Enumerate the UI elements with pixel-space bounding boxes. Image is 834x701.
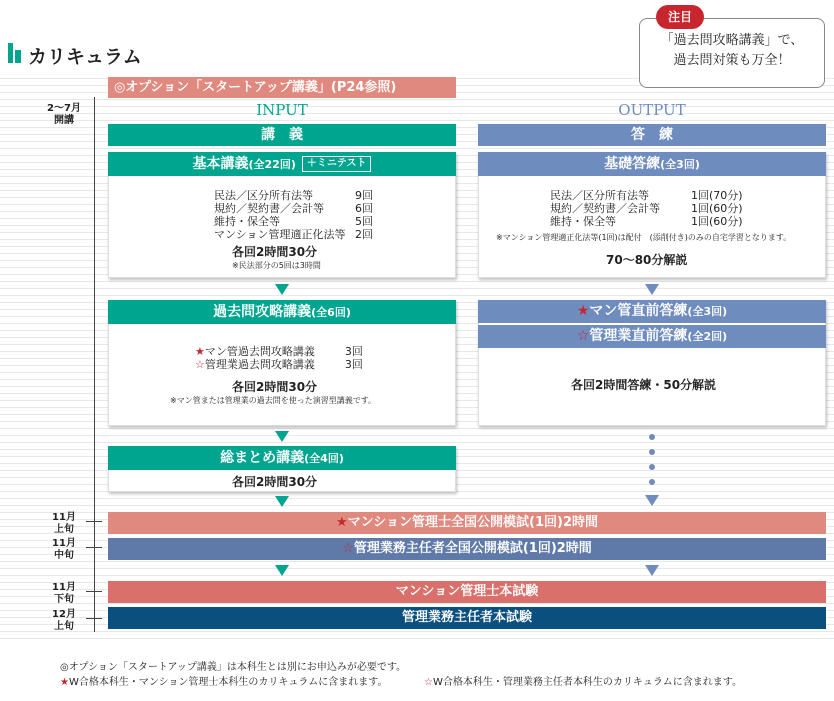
list-item: 民法／区分所有法等 1回(70分) — [550, 189, 743, 202]
down-arrow-icon — [275, 431, 289, 442]
list-item: ★ マン管過去問攻略講義 3回 — [195, 345, 363, 358]
star-icon: ★ — [60, 677, 69, 688]
basic-lecture-rows — [214, 189, 373, 241]
footer-note-3: ☆W合格本科生・管理業務主任者本科生のカリキュラムに含まれます。 — [424, 677, 742, 688]
dot-icon — [649, 479, 655, 485]
list-item: 維持・保全等 1回(60分) — [550, 215, 743, 228]
option-banner: ◎オプション「スタートアップ講義」(P24参照) — [108, 77, 456, 98]
basic-drill-bar — [478, 152, 826, 176]
basic-drill-explain: 70～80分解説 — [606, 253, 688, 267]
dot-icon — [649, 434, 655, 440]
down-arrow-icon — [645, 495, 659, 506]
kanri-drill-title: 管理業直前答練 — [589, 328, 688, 344]
basic-drill-rows — [550, 189, 743, 228]
down-arrow-icon — [275, 496, 289, 507]
basic-lecture-duration: 各回2時間30分 — [232, 245, 318, 259]
mock-mankan-bar — [108, 512, 826, 534]
timeline-nov-late: 11月 下旬 — [52, 582, 76, 605]
mock-mankan-title: マンション管理士全国公開模試(1回)2時間 — [347, 515, 599, 530]
past-exam-bar — [108, 300, 456, 324]
kanri-drill-count: (全2回) — [687, 330, 728, 343]
past-exam-duration: 各回2時間30分 — [232, 380, 318, 394]
basic-drill-title: 基礎答練 — [604, 156, 661, 172]
past-exam-note: ※マン管または管理業の過去問を使った演習型講義です。 — [170, 396, 377, 405]
basic-lecture-count: (全22回) — [248, 158, 296, 171]
list-item: 維持・保全等 5回 — [214, 215, 373, 228]
star-outline-icon: ☆ — [424, 677, 433, 688]
footer-note-1: ◎オプション「スタートアップ講義」は本科生とは別にお申込みが必要です。 — [60, 662, 407, 673]
mankan-drill-title: マン管直前答練 — [589, 303, 688, 319]
basic-drill-note: ※マンション管理適正化法等(1回)は配付 (添削付き)のみの自宅学習となります。 — [496, 233, 792, 242]
mankan-drill-count: (全3回) — [687, 305, 728, 318]
star-outline-icon: ☆ — [195, 358, 205, 371]
past-exam-count: (全6回) — [311, 306, 351, 319]
page-title: カリキュラム — [28, 46, 142, 68]
list-item: 規約／契約書／会計等 6回 — [214, 202, 373, 215]
footer-note-2: ★W合格本科生・マンション管理士本科生のカリキュラムに含まれます。 — [60, 677, 388, 688]
kanri-drill-bar — [478, 325, 826, 348]
exam-mankan-bar: マンション管理士本試験 — [108, 581, 826, 603]
mock-kanri-title: 管理業務主任者全国公開模試(1回)2時間 — [353, 541, 592, 556]
callout-badge: 注目 — [656, 5, 704, 29]
output-heading: OUTPUT — [618, 101, 686, 119]
list-item: ☆ 管理業過去問攻略講義 3回 — [195, 358, 363, 371]
star-outline-icon: ☆ — [342, 541, 354, 556]
timeline-tick — [86, 618, 102, 619]
timeline-nov-early: 11月 上旬 — [52, 512, 76, 535]
summary-duration: 各回2時間30分 — [232, 475, 318, 489]
mock-kanri-bar — [108, 538, 826, 560]
dot-icon — [649, 449, 655, 455]
mankan-drill-bar — [478, 300, 826, 323]
summary-title: 総まとめ講義 — [220, 450, 305, 466]
timeline-nov-mid: 11月 中旬 — [52, 538, 76, 561]
star-icon: ★ — [335, 515, 348, 530]
timeline-line — [94, 97, 95, 632]
star-outline-icon: ☆ — [576, 328, 590, 344]
star-icon: ★ — [576, 303, 590, 319]
down-arrow-icon — [275, 565, 289, 576]
basic-lecture-bar — [108, 152, 456, 176]
down-arrow-icon — [645, 284, 659, 295]
mini-test-badge: ＋ミニテスト — [302, 156, 372, 172]
input-heading: INPUT — [256, 101, 308, 119]
callout-line-2: 過去問対策も万全！ — [673, 53, 791, 68]
timeline-tick — [86, 547, 102, 548]
basic-lecture-title: 基本講義 — [192, 156, 249, 172]
dot-icon — [649, 464, 655, 470]
basic-lecture-note: ※民法部分の5回は3時間 — [232, 261, 321, 270]
list-item: マンション管理適正化法等 2回 — [214, 228, 373, 241]
callout-line-1: 「過去問攻略講義」で、 — [660, 33, 804, 48]
summary-count: (全4回) — [304, 452, 344, 465]
input-category-bar: 講 義 — [108, 124, 456, 146]
output-category-bar: 答 練 — [478, 124, 826, 146]
exam-kanri-bar: 管理業務主任者本試験 — [108, 607, 826, 629]
past-exam-rows — [195, 345, 363, 371]
past-exam-title: 過去問攻略講義 — [213, 304, 312, 320]
basic-drill-count: (全3回) — [660, 158, 700, 171]
list-item: 規約／契約書／会計等 1回(60分) — [550, 202, 743, 215]
timeline-dec-early: 12月 上旬 — [52, 609, 76, 632]
timeline-start-label: 2～7月 開講 — [47, 103, 81, 126]
star-icon: ★ — [195, 345, 205, 358]
title-icon — [8, 43, 22, 63]
summary-bar — [108, 446, 456, 470]
timeline-tick — [86, 521, 102, 522]
down-arrow-icon — [645, 565, 659, 576]
timeline-tick — [86, 591, 102, 592]
list-item: 民法／区分所有法等 9回 — [214, 189, 373, 202]
final-drill-duration: 各回2時間答練・50分解説 — [571, 378, 717, 392]
down-arrow-icon — [275, 284, 289, 295]
